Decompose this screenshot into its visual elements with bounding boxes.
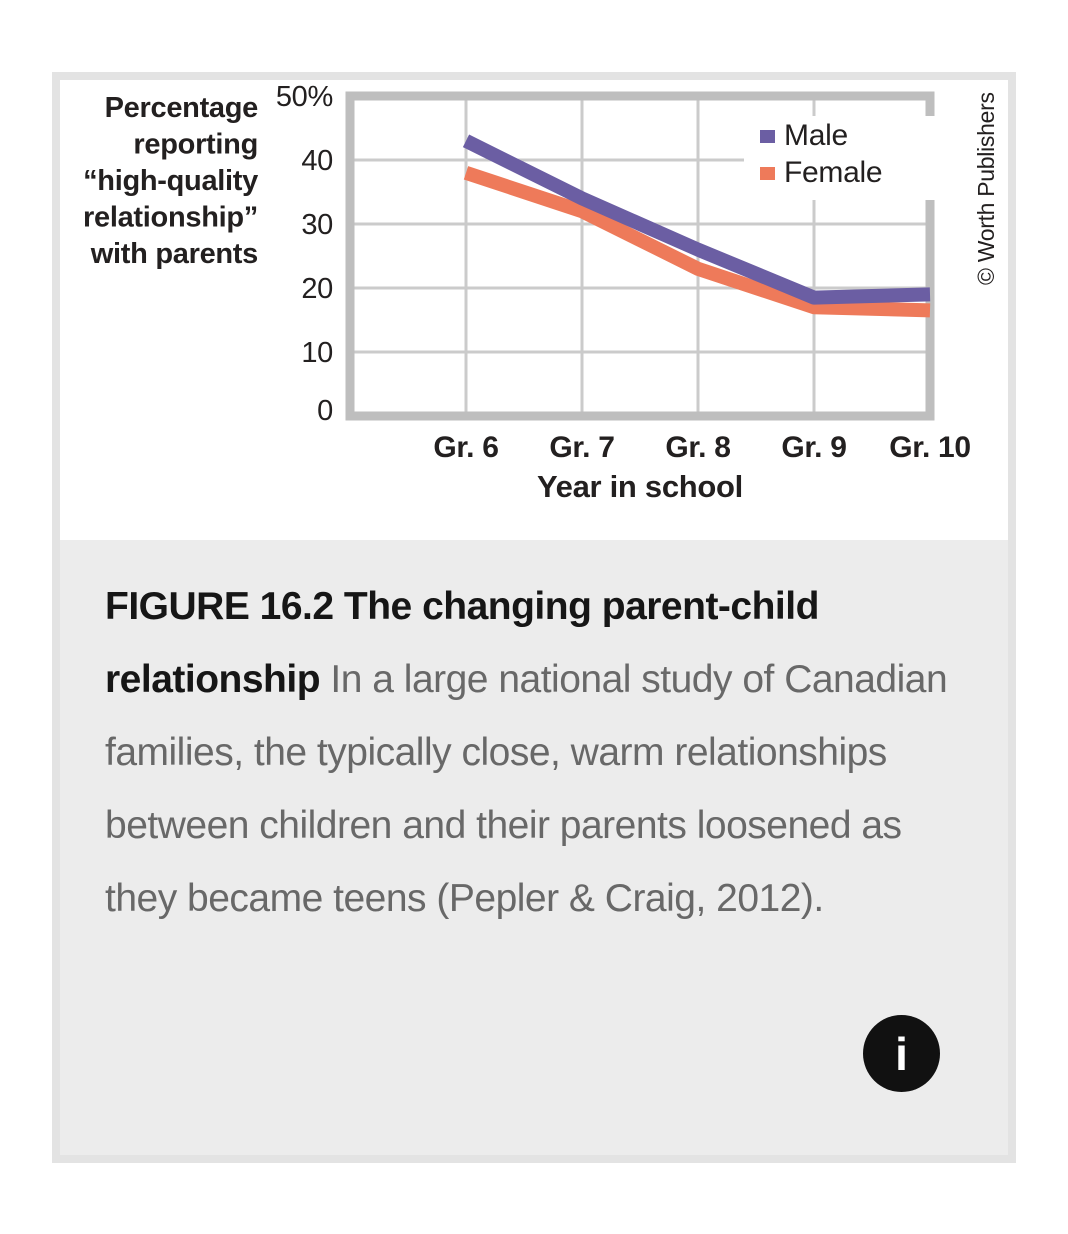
x-tick-label: Gr. 9 (781, 431, 847, 464)
y-axis-title-line: with parents (90, 238, 258, 270)
y-axis-title (83, 92, 258, 270)
male-legend-swatch (760, 130, 775, 143)
y-tick-label: 10 (301, 337, 333, 369)
y-axis-tick-labels (276, 81, 333, 427)
figure-caption-panel (60, 540, 1008, 1155)
figure-caption-text (105, 570, 967, 935)
x-axis-tick-labels (433, 431, 970, 464)
y-axis-title-line: Percentage (104, 92, 258, 124)
line-chart-canvas (60, 80, 1008, 540)
male-legend-label: Male (784, 118, 848, 152)
y-axis-title-line: reporting (133, 128, 258, 161)
figure-16-2 (52, 72, 1016, 1163)
x-tick-label: Gr. 6 (433, 431, 499, 464)
info-button[interactable] (863, 1015, 940, 1092)
publisher-credit: © Worth Publishers (973, 92, 999, 285)
female-legend-label: Female (784, 155, 883, 189)
y-tick-label: 0 (317, 395, 333, 427)
caption-title: FIGURE 16.2 The changing parent-child relationship (105, 585, 819, 701)
info-icon: i (895, 1027, 908, 1080)
x-tick-label: Gr. 10 (889, 431, 971, 464)
female-legend-swatch (760, 167, 775, 180)
y-tick-label: 20 (301, 273, 333, 305)
parent-child-relationship-chart (60, 80, 1008, 540)
y-tick-label: 40 (301, 145, 333, 177)
caption-body: In a large national study of Canadian families, the typically close, warm relationships between children and their parents loosened as they became teens (Pepler & Craig, 2012). (105, 658, 948, 920)
x-tick-label: Gr. 8 (665, 431, 731, 464)
y-axis-title-line: relationship” (83, 201, 258, 234)
x-axis-title: Year in school (537, 469, 743, 504)
y-tick-label: 30 (301, 209, 333, 241)
y-tick-label: 50% (275, 81, 333, 113)
y-axis-title-line: “high-quality (83, 165, 258, 197)
x-tick-label: Gr. 7 (549, 431, 615, 464)
